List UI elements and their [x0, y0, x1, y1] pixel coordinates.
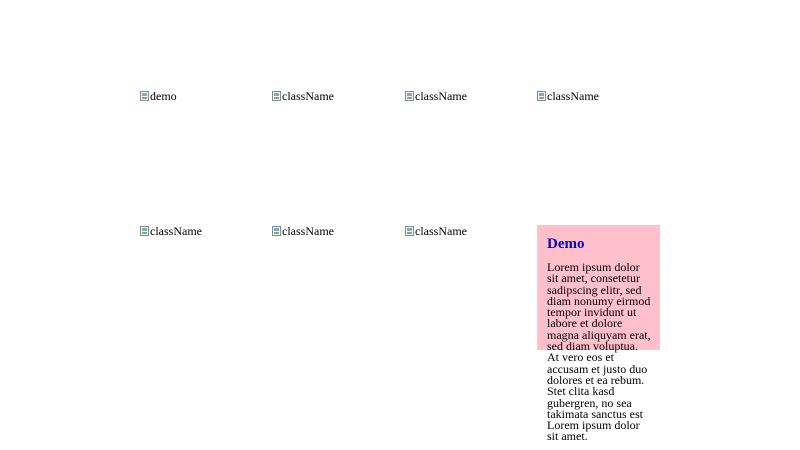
broken-image-icon	[140, 226, 149, 236]
demo-card-title: Demo	[547, 236, 585, 252]
image-alt-text: className	[415, 89, 467, 103]
broken-image-classname	[140, 224, 202, 238]
broken-image-classname	[405, 224, 467, 238]
broken-image-classname	[405, 89, 467, 103]
broken-image-classname	[272, 89, 334, 103]
broken-image-icon	[405, 226, 414, 236]
broken-image-icon	[537, 91, 546, 101]
broken-image-classname	[537, 89, 599, 103]
image-alt-text: className	[150, 224, 202, 238]
image-alt-text: className	[547, 89, 599, 103]
broken-image-icon	[272, 226, 281, 236]
broken-image-icon	[140, 91, 149, 101]
broken-image-demo	[140, 89, 177, 103]
image-alt-text: className	[282, 224, 334, 238]
demo-card	[537, 225, 660, 444]
image-alt-text: className	[415, 224, 467, 238]
broken-image-icon	[272, 91, 281, 101]
image-alt-text: demo	[150, 89, 177, 103]
broken-image-classname	[272, 224, 334, 238]
image-alt-text: className	[282, 89, 334, 103]
broken-image-icon	[405, 91, 414, 101]
demo-card-body: Lorem ipsum dolor sit amet, consetetur sadipscing elitr, sed diam nonumy eirmod tempor invidunt ut labore et dolore magna aliquyam erat, sed diam voluptua. At vero eos et accusam et justo duo dolores et ea rebum. Stet clita kasd gubergren, no sea takimata sanctus est Lorem ipsum dolor sit amet.	[547, 260, 651, 444]
